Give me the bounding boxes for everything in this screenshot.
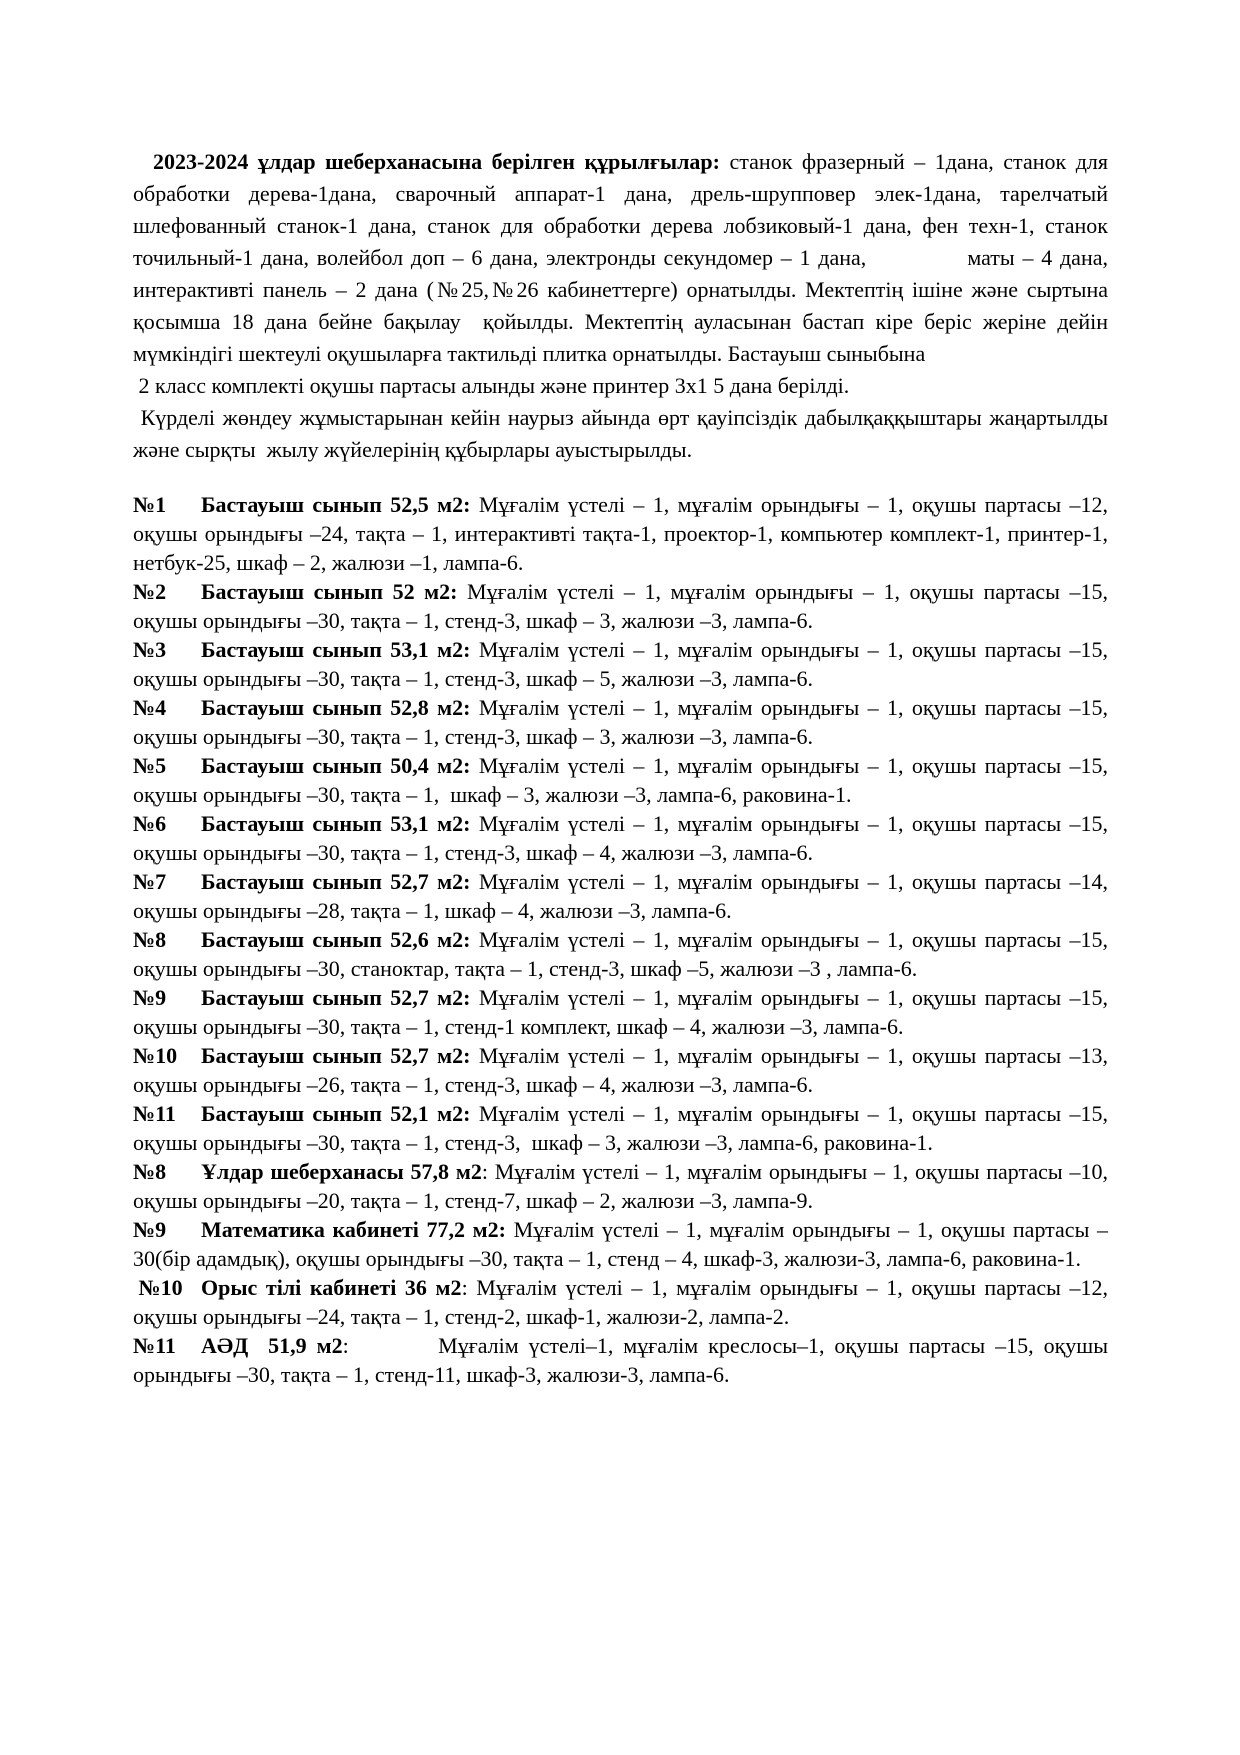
room-inventory: Мұғалім үстелі – 1, мұғалім орындығы – 1, оқушы партасы –15, оқушы орындығы –30, тақта – 1, стенд-3, шкаф – 5, жалюзи –3, лампа-6. — [133, 637, 1108, 691]
room-label — [133, 695, 470, 720]
room-label — [133, 811, 470, 836]
room-item-5 — [133, 751, 1108, 809]
room-item-2 — [133, 577, 1108, 635]
room-item-3 — [133, 635, 1108, 693]
room-label — [133, 1159, 482, 1184]
room-number: №3 — [133, 637, 167, 662]
room-number: №10 — [133, 1043, 178, 1068]
room-inventory: : Мұғалім үстелі–1, мұғалім креслосы–1, оқушы партасы –15, оқушы орындығы –30, тақта – 1, стенд-11, шкаф-3, жалюзи-3, лампа-6. — [133, 1333, 1108, 1387]
room-number: №6 — [133, 811, 167, 836]
room-item-15 — [133, 1331, 1108, 1389]
room-inventory: Мұғалім үстелі – 1, мұғалім орындығы – 1, оқушы партасы –14, оқушы орындығы –28, тақта – 1, шкаф – 4, жалюзи –3, лампа-6. — [133, 869, 1108, 923]
intro-paragraph-equipment — [133, 146, 1108, 402]
room-number: №7 — [133, 869, 167, 894]
room-number: №1 — [133, 492, 167, 517]
room-inventory: Мұғалім үстелі – 1, мұғалім орындығы – 1, оқушы партасы –12, оқушы орындығы –24, тақта – 1, интерактивті тақта-1, проектор-1, компьютер комплект-1, принтер-1, нетбук-25, шкаф – 2, жалюзи –1, лампа-6. — [133, 492, 1108, 575]
room-title: Бастауыш сынып 52,6 м2: — [201, 927, 471, 952]
room-title: Бастауыш сынып 52 м2: — [201, 579, 458, 604]
room-item-9 — [133, 983, 1108, 1041]
room-label — [133, 1101, 470, 1126]
room-number: №11 — [133, 1333, 176, 1358]
room-label — [133, 637, 470, 662]
room-inventory: Мұғалім үстелі – 1, мұғалім орындығы – 1, оқушы партасы –15, оқушы орындығы –30, тақта – 1, стенд-3, шкаф – 4, жалюзи –3, лампа-6. — [133, 811, 1108, 865]
room-label — [133, 492, 470, 517]
intro-heading-bold: 2023-2024 ұлдар шеберханасына берілген құрылғылар: — [153, 149, 720, 174]
room-item-1 — [133, 490, 1108, 577]
room-label — [133, 1043, 470, 1068]
room-label — [133, 1275, 462, 1300]
blank-line — [133, 466, 1108, 490]
room-label — [133, 869, 470, 894]
room-inventory: Мұғалім үстелі – 1, мұғалім орындығы – 1, оқушы партасы –15, оқушы орындығы –30, тақта – 1, стенд-3, шкаф – 3, жалюзи –3, лампа-6, раковина-1. — [133, 1101, 1108, 1155]
room-number: №11 — [133, 1101, 176, 1126]
room-title: Бастауыш сынып 52,8 м2: — [201, 695, 471, 720]
room-item-12 — [133, 1157, 1108, 1215]
intro-line-class-sets: 2 класс комплекті оқушы партасы алынды және принтер 3х1 5 дана берілді. — [133, 373, 850, 398]
room-number: №5 — [133, 753, 167, 778]
room-item-8 — [133, 925, 1108, 983]
room-title: Ұлдар шеберханасы 57,8 м2 — [201, 1159, 482, 1184]
room-number: №4 — [133, 695, 167, 720]
room-title: Бастауыш сынып 52,7 м2: — [201, 869, 471, 894]
room-inventory-list — [133, 490, 1108, 1389]
room-label — [133, 985, 470, 1010]
room-number: №9 — [133, 1217, 167, 1242]
room-label — [133, 1217, 506, 1242]
room-title: Бастауыш сынып 52,1 м2: — [201, 1101, 471, 1126]
room-label — [133, 753, 470, 778]
room-inventory: Мұғалім үстелі – 1, мұғалім орындығы – 1, оқушы партасы –13, оқушы орындығы –26, тақта – 1, стенд-3, шкаф – 4, жалюзи –3, лампа-6. — [133, 1043, 1108, 1097]
room-title: Бастауыш сынып 53,1 м2: — [201, 637, 471, 662]
room-inventory: : Мұғалім үстелі – 1, мұғалім орындығы – 1, оқушы партасы –12, оқушы орындығы –24, тақта – 1, стенд-2, шкаф-1, жалюзи-2, лампа-2. — [133, 1275, 1108, 1329]
room-inventory: Мұғалім үстелі – 1, мұғалім орындығы – 1, оқушы партасы –15, оқушы орындығы –30, тақта – 1, шкаф – 3, жалюзи –3, лампа-6, раковина-1. — [133, 753, 1108, 807]
room-item-13 — [133, 1215, 1108, 1273]
room-item-10 — [133, 1041, 1108, 1099]
room-item-11 — [133, 1099, 1108, 1157]
room-number: №8 — [133, 1159, 167, 1184]
room-item-7 — [133, 867, 1108, 925]
room-item-14 — [133, 1273, 1108, 1331]
document-content — [133, 146, 1108, 1389]
room-inventory: Мұғалім үстелі – 1, мұғалім орындығы – 1, оқушы партасы –15, оқушы орындығы –30, тақта – 1, стенд-3, шкаф – 3, жалюзи –3, лампа-6. — [133, 695, 1108, 749]
room-inventory: Мұғалім үстелі – 1, мұғалім орындығы – 1, оқушы партасы –15, оқушы орындығы –30, тақта – 1, стенд-3, шкаф – 3, жалюзи –3, лампа-6. — [133, 579, 1108, 633]
room-title: Бастауыш сынып 52,5 м2: — [201, 492, 471, 517]
room-title: Бастауыш сынып 52,7 м2: — [201, 985, 471, 1010]
room-label — [133, 579, 457, 604]
room-item-4 — [133, 693, 1108, 751]
intro-section — [133, 146, 1108, 466]
room-title: Бастауыш сынып 52,7 м2: — [201, 1043, 471, 1068]
room-title: АӘД 51,9 м2 — [201, 1333, 343, 1358]
room-number: №10 — [133, 1275, 183, 1300]
room-number: №2 — [133, 579, 167, 604]
room-title: Бастауыш сынып 50,4 м2: — [201, 753, 471, 778]
room-number: №8 — [133, 927, 167, 952]
room-inventory: Мұғалім үстелі – 1, мұғалім орындығы – 1, оқушы партасы –30(бір адамдық), оқушы орындығы –30, тақта – 1, стенд – 4, шкаф-3, жалюзи-3, лампа-6, раковина-1. — [133, 1217, 1108, 1271]
room-inventory: : Мұғалім үстелі – 1, мұғалім орындығы – 1, оқушы партасы –10, оқушы орындығы –20, тақта – 1, стенд-7, шкаф – 2, жалюзи –3, лампа-9. — [133, 1159, 1108, 1213]
room-inventory: Мұғалім үстелі – 1, мұғалім орындығы – 1, оқушы партасы –15, оқушы орындығы –30, тақта – 1, стенд-1 комплект, шкаф – 4, жалюзи –3, лампа-6. — [133, 985, 1108, 1039]
intro-paragraph-repairs: Күрделі жөндеу жұмыстарынан кейін наурыз айында өрт қауіпсіздік дабылқаққыштары жаңартылды және сырқты жылу жүйелерінің құбырлары ауыстырылды. — [133, 405, 1108, 462]
room-label — [133, 1333, 343, 1358]
room-item-6 — [133, 809, 1108, 867]
room-title: Бастауыш сынып 53,1 м2: — [201, 811, 471, 836]
room-number: №9 — [133, 985, 167, 1010]
room-inventory: Мұғалім үстелі – 1, мұғалім орындығы – 1, оқушы партасы –15, оқушы орындығы –30, станоктар, тақта – 1, стенд-3, шкаф –5, жалюзи –3 , лампа-6. — [133, 927, 1108, 981]
room-label — [133, 927, 470, 952]
room-title: Орыс тілі кабинеті 36 м2 — [201, 1275, 462, 1300]
room-title: Математика кабинеті 77,2 м2: — [201, 1217, 506, 1242]
intro-equipment-text: станок фразерный – 1дана, станок для обработки дерева-1дана, сварочный аппарат-1 дана, дрель-шрупповер элек-1дана, тарелчатый шлефованный станок-1 дана, станок для обработки дерева лобзиковый-1 дана, фен техн-1, станок точильный-1 дана, волейбол доп – 6 дана, электронды секундомер – 1 дана, маты – 4 дана, интерактивті панель – 2 дана (№25,№26 кабинеттерге) орнатылды. Мектептің ішіне және сыртына қосымша 18 дана бейне бақылау қойылды. Мектептің ауласынан бастап кіре беріс жеріне дейін мүмкіндігі шектеулі оқушыларға тактильді плитка орнатылды. Бастауыш сыныбына — [133, 149, 1108, 366]
